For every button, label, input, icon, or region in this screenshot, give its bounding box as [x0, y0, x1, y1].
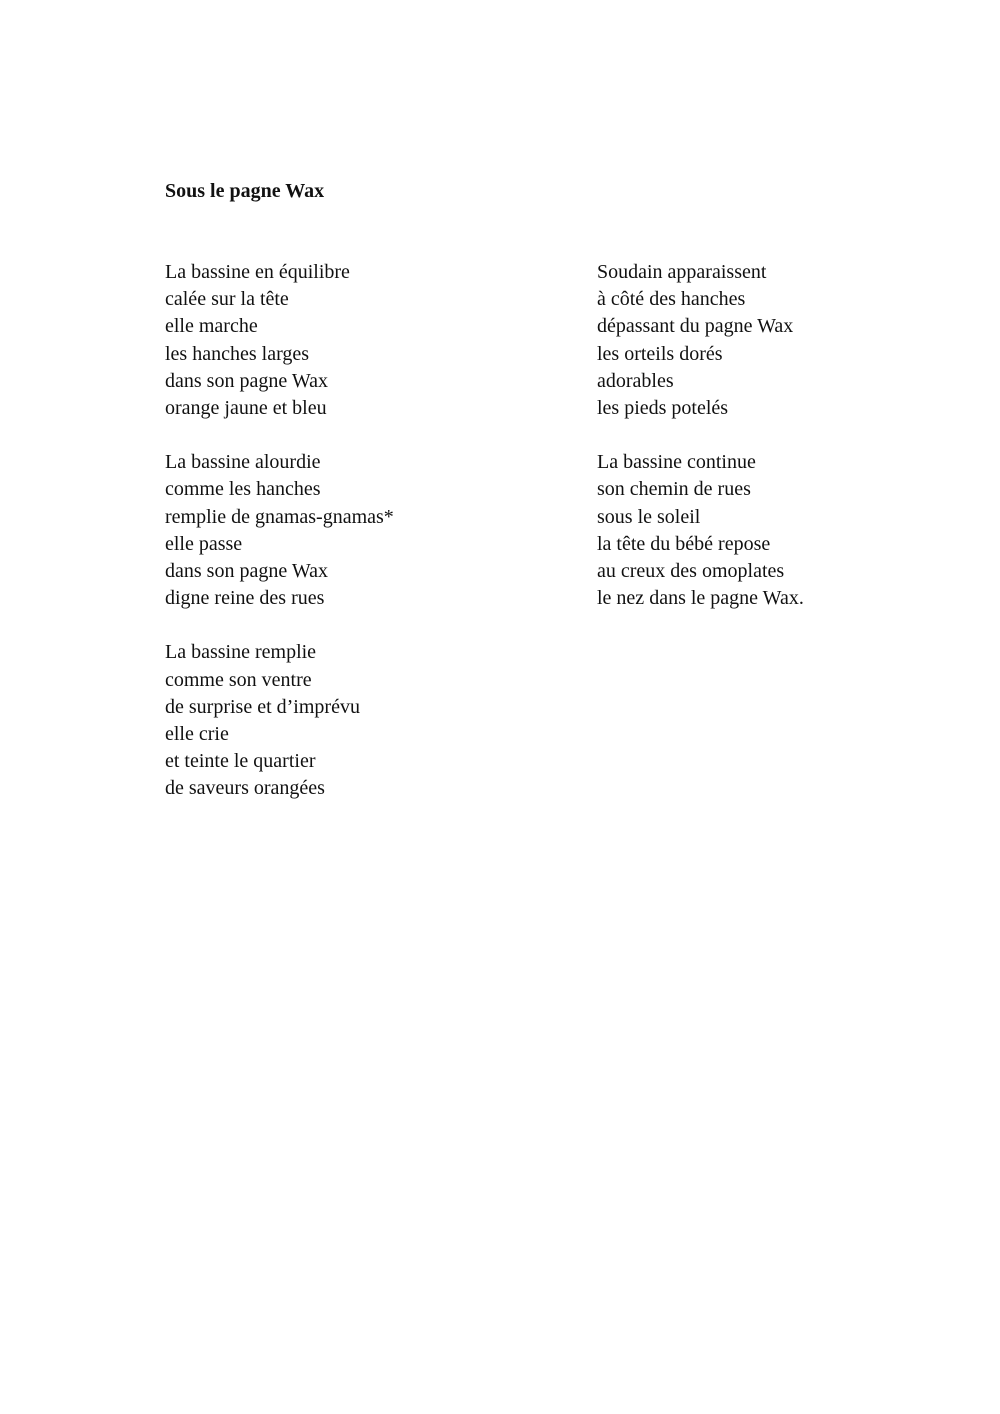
verse-line: calée sur la tête: [165, 288, 289, 311]
verse-line: les orteils dorés: [597, 342, 723, 365]
verse-line: la tête du bébé repose: [597, 532, 771, 555]
verse-line: orange jaune et bleu: [165, 397, 327, 420]
verse-line: elle passe: [165, 532, 243, 555]
verse-line: comme les hanches: [165, 478, 321, 501]
verse-line: La bassine continue: [597, 451, 756, 474]
verse-line: elle crie: [165, 723, 229, 746]
verse-line: dans son pagne Wax: [165, 369, 328, 392]
stanza-4: [597, 259, 804, 422]
left-column: [165, 259, 394, 830]
stanza-1: [165, 259, 394, 422]
verse-line: le nez dans le pagne Wax.: [597, 587, 804, 610]
verse-line: digne reine des rues: [165, 587, 325, 610]
verse-line: La bassine remplie: [165, 641, 317, 664]
verse-line: comme son ventre: [165, 668, 312, 691]
verse-line: Soudain apparaissent: [597, 261, 767, 283]
verse-line: dans son pagne Wax: [165, 560, 328, 583]
poem-title: Sous le pagne Wax: [165, 180, 325, 202]
verse-line: son chemin de rues: [597, 478, 751, 501]
verse-line: elle marche: [165, 315, 258, 338]
verse-line: au creux des omoplates: [597, 560, 785, 583]
stanza-3: [165, 639, 394, 802]
stanza-5: [597, 449, 804, 612]
verse-line: les hanches larges: [165, 342, 310, 365]
verse-line: dépassant du pagne Wax: [597, 315, 794, 338]
verse-line: sous le soleil: [597, 505, 701, 528]
verse-line: les pieds potelés: [597, 397, 729, 420]
verse-line: à côté des hanches: [597, 288, 746, 311]
verse-line: adorables: [597, 369, 674, 392]
verse-line: de saveurs orangées: [165, 777, 325, 800]
verse-line: et teinte le quartier: [165, 750, 316, 773]
verse-line: de surprise et d’imprévu: [165, 695, 360, 718]
verse-line: La bassine alourdie: [165, 451, 321, 474]
stanza-2: [165, 449, 394, 612]
verse-line: remplie de gnamas-gnamas*: [165, 505, 394, 528]
verse-line: La bassine en équilibre: [165, 261, 350, 283]
right-column: [597, 259, 804, 639]
